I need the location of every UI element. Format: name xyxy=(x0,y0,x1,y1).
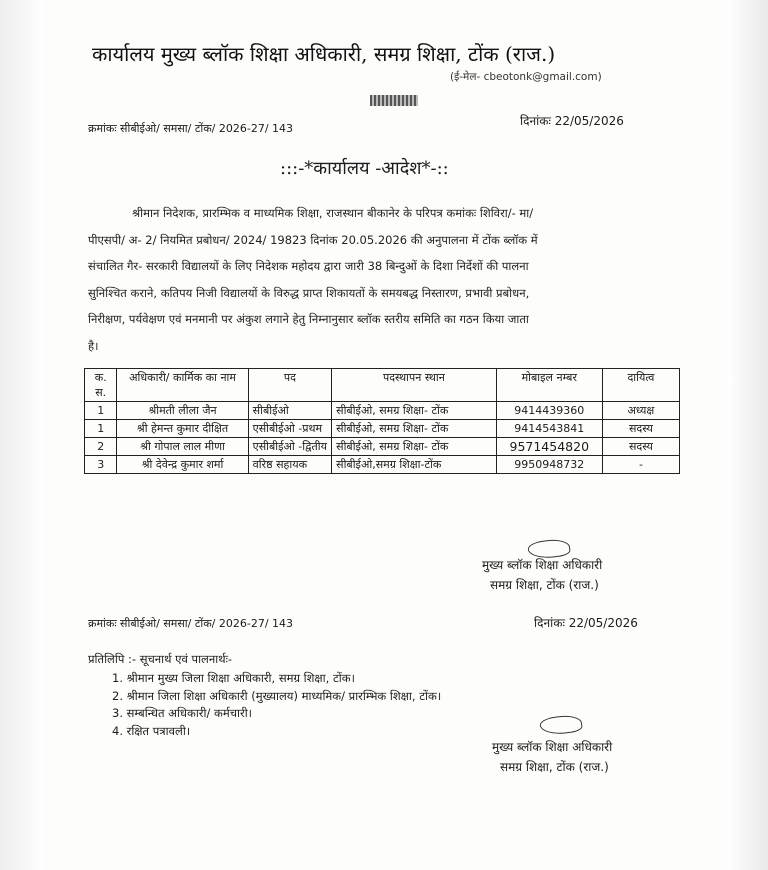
copy-recipients-list xyxy=(112,670,441,740)
cell-post: सीबीईओ xyxy=(248,402,331,420)
cell-posting: सीबीईओ, समग्र शिक्षा- टोंक xyxy=(332,402,497,420)
cell-posting: सीबीईओ,समग्र शिक्षा-टोंक xyxy=(332,456,497,474)
signatory-title: मुख्य ब्लॉक शिक्षा अधिकारी xyxy=(482,558,603,572)
cell-post: एसीबीईओ -प्रथम xyxy=(248,420,331,438)
cell-post: एसीबीईओ -द्वितीय xyxy=(248,438,331,456)
signatory-office-2: समग्र शिक्षा, टोंक (राज.) xyxy=(500,760,609,774)
table-row xyxy=(85,438,680,456)
cell-role: - xyxy=(602,456,679,474)
stamp-mark xyxy=(370,95,418,106)
cell-post: वरिष्ठ सहायक xyxy=(248,456,331,474)
table-row xyxy=(85,420,680,438)
cell-role: सदस्य xyxy=(602,438,679,456)
table-header-row xyxy=(85,369,680,402)
list-item: 3. सम्बन्धित अधिकारी/ कर्मचारी। xyxy=(112,706,253,720)
table-row xyxy=(85,402,680,420)
body-line: संचालित गैर- सरकारी विद्यालयों के लिए निदेशक महोदय द्वारा जारी 38 बिन्दुओं के दिशा निर्देशों की पालना xyxy=(88,259,529,273)
body-line: सुनिश्चित कराने, कतिपय निजी विद्यालयों के विरुद्ध प्राप्त शिकायतों के समयबद्ध निस्तारण, प्रभावी प्रबोधन, xyxy=(88,285,530,300)
list-item: 4. रक्षित पत्रावली। xyxy=(112,723,191,738)
cell-name: श्रीमती लीला जैन xyxy=(117,402,248,420)
cell-mobile: 9571454820 xyxy=(496,438,602,456)
order-date: दिनांकः 22/05/2026 xyxy=(520,114,624,128)
body-line: श्रीमान निदेशक, प्रारम्भिक व माध्यमिक शिक्षा, राजस्थान बीकानेर के परिपत्र कमांकः शिविरा/- मा/ xyxy=(132,206,534,220)
col-post: पद xyxy=(248,369,331,402)
cell-name: श्री गोपाल लाल मीणा xyxy=(117,438,248,456)
scan-edge-right xyxy=(728,0,768,870)
cell-role: अध्यक्ष xyxy=(602,402,679,420)
body-line: है। xyxy=(88,338,99,353)
body-line: निरीक्षण, पर्यवेक्षण एवं मनमानी पर अंकुश लगाने हेतु निम्नानुसार ब्लॉक स्तरीय समिति का गठन किया जाता xyxy=(88,312,529,326)
cell-mobile: 9414439360 xyxy=(496,402,602,420)
cell-mobile: 9950948732 xyxy=(496,456,602,474)
cell-serial: 3 xyxy=(85,456,117,474)
copy-heading: प्रतिलिपि :- सूचनार्थ एवं पालनार्थः- xyxy=(88,652,233,666)
cell-serial: 1 xyxy=(85,420,117,438)
cell-mobile: 9414543841 xyxy=(496,420,602,438)
col-mobile: मोबाइल नम्बर xyxy=(496,369,602,402)
list-item: 2. श्रीमान जिला शिक्षा अधिकारी (मुख्यालय) माध्यमिक/ प्रारम्भिक शिक्षा, टोंक। xyxy=(112,688,442,703)
office-heading: कार्यालय मुख्य ब्लॉक शिक्षा अधिकारी, समग्र शिक्षा, टोंक (राज.) xyxy=(92,42,556,66)
office-email: (ई-मेल- cbeotonk@gmail.com) xyxy=(450,71,602,83)
copy-date: दिनांकः 22/05/2026 xyxy=(534,616,638,630)
list-item: 1. श्रीमान मुख्य जिला शिक्षा अधिकारी, समग्र शिक्षा, टोंक। xyxy=(112,671,355,685)
order-title: :::-*कार्यालय -आदेश*-:: xyxy=(280,158,449,179)
table-row xyxy=(85,456,680,474)
signatory-office: समग्र शिक्षा, टोंक (राज.) xyxy=(490,578,599,592)
col-role: दायित्व xyxy=(602,369,679,402)
cell-posting: सीबीईओ, समग्र शिक्षा- टोंक xyxy=(332,420,497,438)
cell-posting: सीबीईओ, समग्र शिक्षा- टोंक xyxy=(332,438,497,456)
cell-serial: 2 xyxy=(85,438,117,456)
order-reference-number: क्रमांकः सीबीईओ/ समसा/ टोंक/ 2026-27/ 143 xyxy=(88,122,294,135)
cell-serial: 1 xyxy=(85,402,117,420)
body-line: पीएसपी/ अ- 2/ नियमित प्रबोधन/ 2024/ 19823 दिनांक 20.05.2026 की अनुपालना में टोंक ब्लॉक में xyxy=(88,232,538,247)
col-serial: क. स. xyxy=(85,369,117,402)
order-body xyxy=(88,200,678,359)
col-name: अधिकारी/ कार्मिक का नाम xyxy=(117,369,248,402)
cell-name: श्री देवेन्द्र कुमार शर्मा xyxy=(117,456,248,474)
cell-name: श्री हेमन्त कुमार दीक्षित xyxy=(117,420,248,438)
copy-reference-number: क्रमांकः सीबीईओ/ समसा/ टोंक/ 2026-27/ 143 xyxy=(88,617,294,630)
committee-table xyxy=(84,368,680,474)
signatory-title-2: मुख्य ब्लॉक शिक्षा अधिकारी xyxy=(492,740,613,754)
scan-edge-left xyxy=(0,0,42,870)
cell-role: सदस्य xyxy=(602,420,679,438)
col-posting: पदस्थापन स्थान xyxy=(332,369,497,402)
